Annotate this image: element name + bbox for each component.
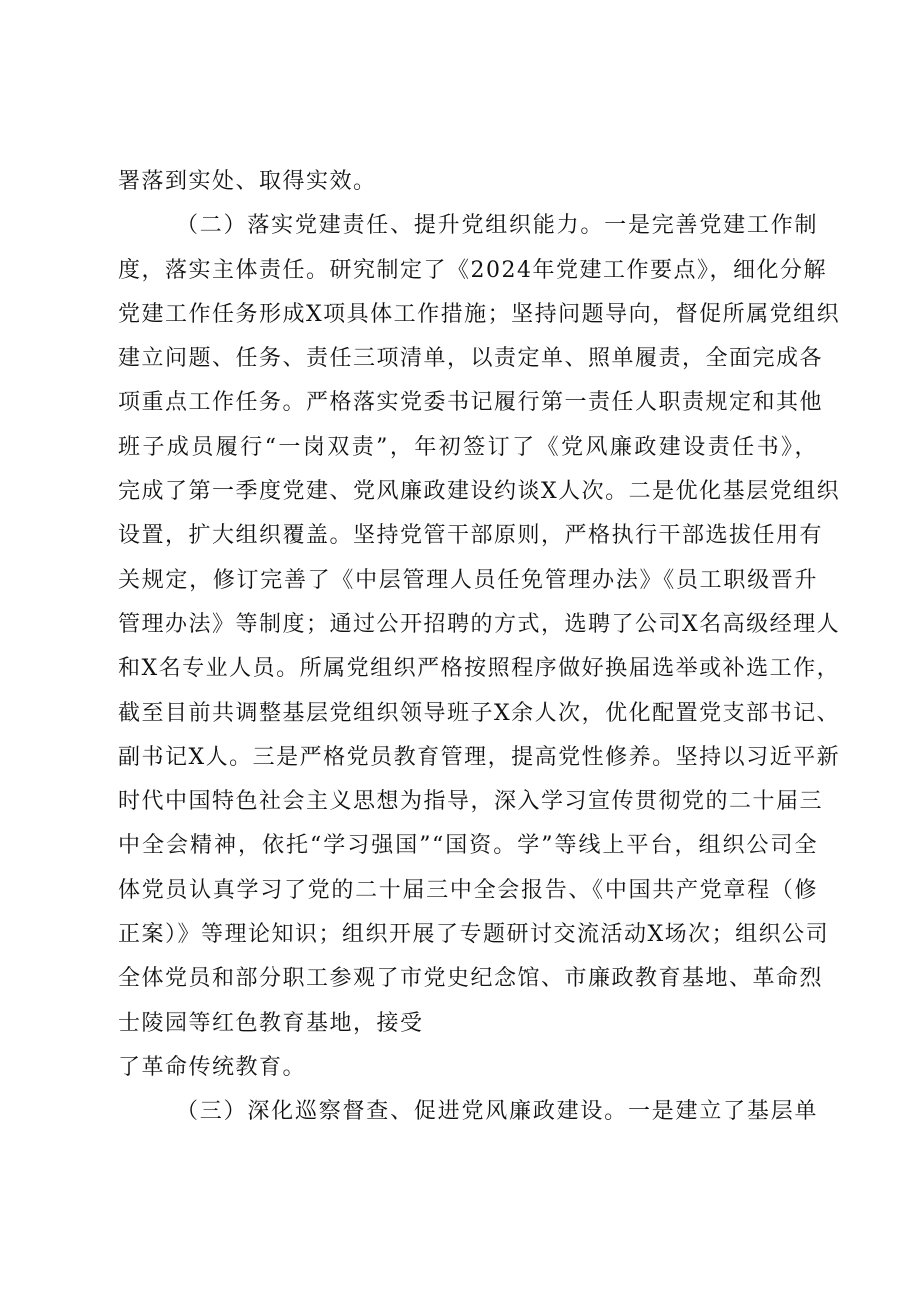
paragraph-line: 副书记X人。三是严格党员教育管理，提高党性修养。坚持以习近平新 [118, 744, 841, 770]
paragraph-line: 度，落实主体责任。研究制定了《2024年党建工作要点》，细化分解 [118, 257, 827, 283]
paragraph-line: 班子成员履行“一岗双责”，年初签订了《党风廉政建设责任书》， [118, 434, 818, 460]
paragraph-line: 体党员认真学习了党的二十届三中全会报告、《中国共产党章程（修 [118, 877, 818, 903]
paragraph-line: 署落到实处、取得实效。 [118, 169, 377, 194]
paragraph-line: 党建工作任务形成X项具体工作措施；坚持问题导向，督促所属党组织 [118, 301, 841, 327]
paragraph-line: 正案）》等理论知识；组织开展了专题研讨交流活动X场次；组织公司 [118, 922, 830, 948]
document-body [118, 160, 841, 1135]
paragraph-line: 全体党员和部分职工参观了市党史纪念馆、市廉政教育基地、革命烈 [118, 966, 824, 992]
paragraph-line: 设置，扩大组织覆盖。坚持党管干部原则，严格执行干部选拔任用有 [118, 523, 824, 549]
paragraph-line: 建立问题、任务、责任三项清单，以责定单、照单履责，全面完成各 [118, 346, 824, 372]
paragraph-line: 关规定，修订完善了《中层管理人员任免管理办法》《员工职级晋升 [118, 567, 818, 593]
paragraph-line: 士陵园等红色教育基地，接受 [118, 1010, 424, 1036]
paragraph-line: 完成了第一季度党建、党风廉政建设约谈X人次。二是优化基层党组织 [118, 479, 841, 505]
paragraph-line: 了革命传统教育。 [118, 1054, 307, 1080]
paragraph-line: 和X名专业人员。所属党组织严格按照程序做好换届选举或补选工作， [118, 656, 841, 682]
paragraph-line: 中全会精神，依托“学习强国”“国资。学”等线上平台，组织公司全 [118, 833, 818, 859]
paragraph-line: 项重点工作任务。严格落实党委书记履行第一责任人职责规定和其他 [118, 390, 824, 416]
paragraph-line: （二）落实党建责任、提升党组织能力。一是完善党建工作制 [176, 213, 818, 239]
paragraph-line: 管理办法》等制度；通过公开招聘的方式，选聘了公司X名高级经理人 [118, 611, 841, 637]
paragraph-line: 截至目前共调整基层党组织领导班子X余人次，优化配置党支部书记、 [118, 700, 841, 726]
paragraph-line: 时代中国特色社会主义思想为指导，深入学习宣传贯彻党的二十届三 [118, 789, 824, 815]
paragraph-line: （三）深化巡察督查、促进党风廉政建设。一是建立了基层单 [176, 1099, 818, 1125]
